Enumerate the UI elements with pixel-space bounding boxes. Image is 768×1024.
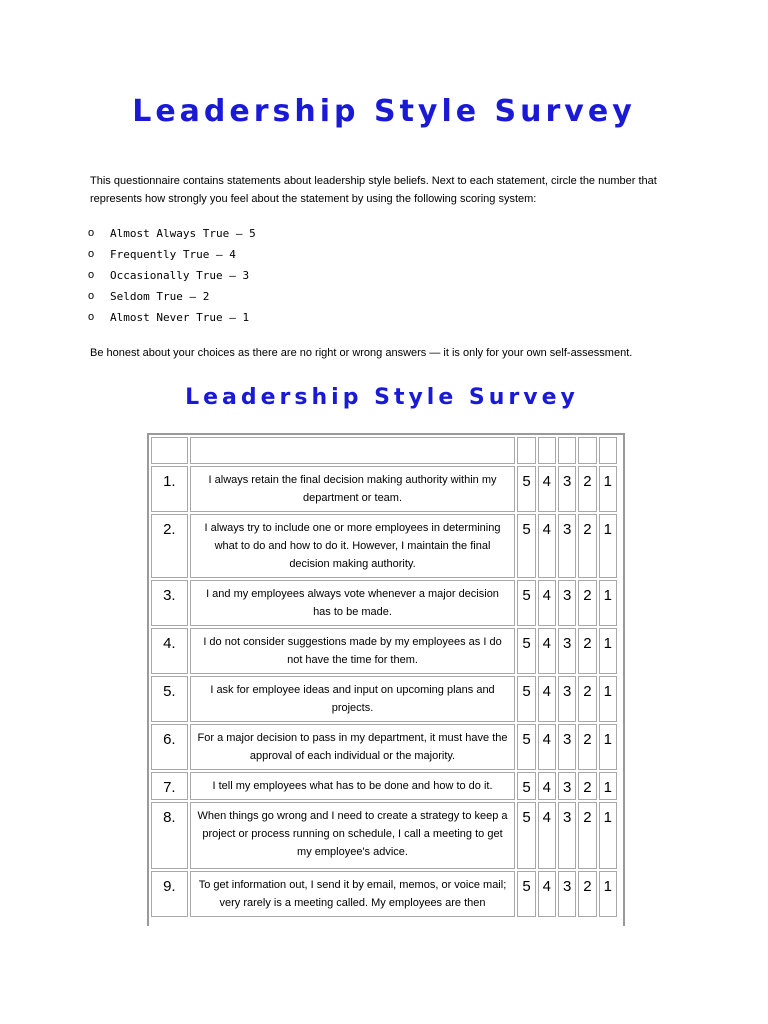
score-option-2[interactable]: 2 <box>578 772 596 800</box>
survey-table-body <box>151 437 617 917</box>
score-option-1[interactable]: 1 <box>599 514 617 578</box>
score-option-4[interactable]: 4 <box>538 772 556 800</box>
score-option-5[interactable]: 5 <box>517 676 535 722</box>
item-number: 9. <box>151 871 188 917</box>
header-cell <box>578 437 596 464</box>
scale-item <box>88 309 256 330</box>
header-row <box>151 437 617 464</box>
header-cell <box>599 437 617 464</box>
bullet-icon: o <box>88 269 95 281</box>
item-number: 2. <box>151 514 188 578</box>
survey-table <box>149 435 619 919</box>
score-option-3[interactable]: 3 <box>558 628 576 674</box>
score-option-5[interactable]: 5 <box>517 802 535 869</box>
survey-row <box>151 514 617 578</box>
survey-row <box>151 466 617 512</box>
score-option-4[interactable]: 4 <box>538 724 556 770</box>
bullet-icon: o <box>88 227 95 239</box>
scale-label: Frequently True — 4 <box>110 248 236 261</box>
item-statement: I always try to include one or more employees in determining what to do and how to do it. However, I maintain the final decision making authority. <box>190 514 516 578</box>
bullet-icon: o <box>88 290 95 302</box>
item-statement: I tell my employees what has to be done and how to do it. <box>190 772 516 800</box>
score-option-3[interactable]: 3 <box>558 580 576 626</box>
score-option-5[interactable]: 5 <box>517 514 535 578</box>
scale-item <box>88 288 256 309</box>
survey-row <box>151 580 617 626</box>
item-number: 8. <box>151 802 188 869</box>
score-option-1[interactable]: 1 <box>599 802 617 869</box>
score-option-2[interactable]: 2 <box>578 514 596 578</box>
scale-label: Almost Never True — 1 <box>110 311 250 324</box>
score-option-1[interactable]: 1 <box>599 580 617 626</box>
item-number: 5. <box>151 676 188 722</box>
score-option-2[interactable]: 2 <box>578 466 596 512</box>
survey-row <box>151 802 617 869</box>
scoring-scale-list <box>88 225 256 330</box>
scale-item <box>88 246 256 267</box>
score-option-3[interactable]: 3 <box>558 772 576 800</box>
item-statement: I do not consider suggestions made by my employees as I do not have the time for them. <box>190 628 516 674</box>
survey-row <box>151 628 617 674</box>
score-option-2[interactable]: 2 <box>578 802 596 869</box>
score-option-1[interactable]: 1 <box>599 676 617 722</box>
survey-row <box>151 724 617 770</box>
score-option-3[interactable]: 3 <box>558 676 576 722</box>
score-option-5[interactable]: 5 <box>517 466 535 512</box>
score-option-2[interactable]: 2 <box>578 724 596 770</box>
bullet-icon: o <box>88 248 95 260</box>
score-option-5[interactable]: 5 <box>517 724 535 770</box>
score-option-4[interactable]: 4 <box>538 514 556 578</box>
survey-row <box>151 772 617 800</box>
score-option-5[interactable]: 5 <box>517 871 535 917</box>
item-statement: I and my employees always vote whenever a major decision has to be made. <box>190 580 516 626</box>
score-option-2[interactable]: 2 <box>578 628 596 674</box>
scale-label: Occasionally True — 3 <box>110 269 250 282</box>
item-number: 6. <box>151 724 188 770</box>
item-number: 7. <box>151 772 188 800</box>
intro-paragraph: This questionnaire contains statements about leadership style beliefs. Next to each statement, circle the number that represents how strongly you feel about the statement by using the following scoring system: <box>90 175 657 205</box>
score-option-1[interactable]: 1 <box>599 724 617 770</box>
scale-item <box>88 267 256 288</box>
scale-label: Seldom True — 2 <box>110 290 210 303</box>
scale-item <box>88 225 256 246</box>
score-option-4[interactable]: 4 <box>538 580 556 626</box>
score-option-1[interactable]: 1 <box>599 772 617 800</box>
score-option-1[interactable]: 1 <box>599 871 617 917</box>
survey-row <box>151 871 617 917</box>
header-cell <box>538 437 556 464</box>
item-number: 1. <box>151 466 188 512</box>
score-option-3[interactable]: 3 <box>558 802 576 869</box>
score-option-3[interactable]: 3 <box>558 466 576 512</box>
header-cell <box>558 437 576 464</box>
survey-table-container <box>147 433 625 926</box>
score-option-1[interactable]: 1 <box>599 628 617 674</box>
scale-label: Almost Always True — 5 <box>110 227 256 240</box>
score-option-2[interactable]: 2 <box>578 676 596 722</box>
item-number: 3. <box>151 580 188 626</box>
score-option-5[interactable]: 5 <box>517 772 535 800</box>
item-number: 4. <box>151 628 188 674</box>
score-option-3[interactable]: 3 <box>558 871 576 917</box>
item-statement: I ask for employee ideas and input on upcoming plans and projects. <box>190 676 516 722</box>
honesty-note: Be honest about your choices as there are no right or wrong answers — it is only for your own self-assessment. <box>90 347 633 359</box>
item-statement: I always retain the final decision making authority within my department or team. <box>190 466 516 512</box>
item-statement: For a major decision to pass in my department, it must have the approval of each individual or the majority. <box>190 724 516 770</box>
page-title: Leadership Style Survey <box>132 94 636 129</box>
score-option-1[interactable]: 1 <box>599 466 617 512</box>
survey-row <box>151 676 617 722</box>
score-option-5[interactable]: 5 <box>517 580 535 626</box>
score-option-4[interactable]: 4 <box>538 871 556 917</box>
score-option-2[interactable]: 2 <box>578 871 596 917</box>
header-cell <box>151 437 188 464</box>
score-option-3[interactable]: 3 <box>558 724 576 770</box>
score-option-2[interactable]: 2 <box>578 580 596 626</box>
score-option-4[interactable]: 4 <box>538 628 556 674</box>
score-option-3[interactable]: 3 <box>558 514 576 578</box>
score-option-4[interactable]: 4 <box>538 676 556 722</box>
header-cell <box>517 437 535 464</box>
header-cell <box>190 437 516 464</box>
survey-title: Leadership Style Survey <box>185 385 579 410</box>
score-option-4[interactable]: 4 <box>538 802 556 869</box>
score-option-4[interactable]: 4 <box>538 466 556 512</box>
item-statement: To get information out, I send it by email, memos, or voice mail; very rarely is a meeting called. My employees are then <box>190 871 516 917</box>
item-statement: When things go wrong and I need to create a strategy to keep a project or process running on schedule, I call a meeting to get my employee's advice. <box>190 802 516 869</box>
score-option-5[interactable]: 5 <box>517 628 535 674</box>
bullet-icon: o <box>88 311 95 323</box>
